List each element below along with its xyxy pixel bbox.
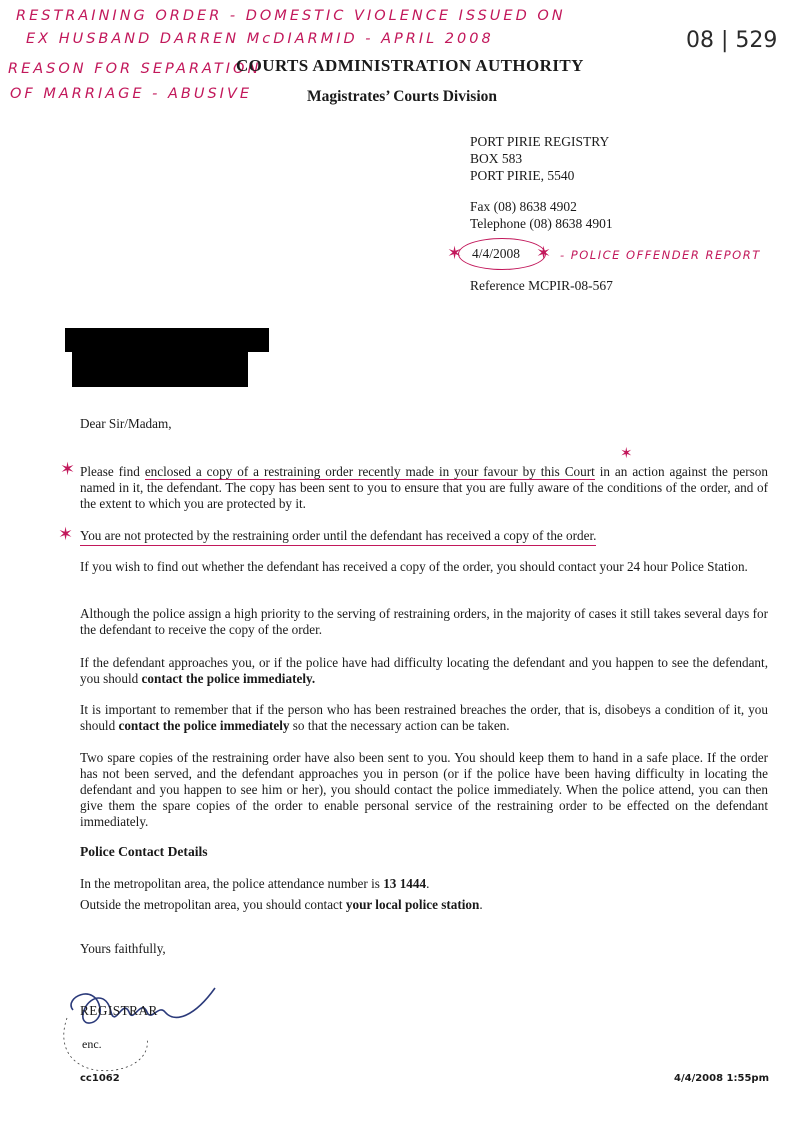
handwritten-note-line3: REASON FOR SEPARATION — [8, 61, 262, 77]
paragraph-police-priority: Although the police assign a high priority to the serving of restraining orders, in the majority of cases it still takes several days for the defendant to receive the copy of the order. — [80, 606, 768, 637]
underlined-text: enclosed a copy of a restraining order recently made in your favour by this Court — [144, 464, 595, 479]
paragraph-text: Please find — [80, 464, 145, 479]
paragraph-text: If the defendant approaches you, or if the police have had difficulty locating the defendant and you happen to see the defendant, you should — [80, 655, 768, 686]
handwritten-police-note: - POLICE OFFENDER REPORT — [560, 248, 761, 262]
paragraph-not-protected — [80, 528, 596, 544]
metro-contact-line — [80, 876, 429, 892]
registry-city: PORT PIRIE, 5540 — [470, 168, 575, 183]
paragraph-breaches — [80, 702, 768, 734]
signatory-title: REGISTRAR — [80, 1003, 158, 1018]
asterisk-mark: ✶ — [447, 243, 463, 264]
salutation: Dear Sir/Madam, — [80, 416, 172, 431]
paragraph-text: In the metropolitan area, the police attendance number is — [80, 876, 384, 891]
handwritten-note-line2: EX HUSBAND DARREN McDIARMID - APRIL 2008 — [26, 31, 494, 47]
paragraph-text: in an action against the person named in it, the defendant. The copy has been sent to you to ensure that you are fully aware of the conditions of the order, and of the extent to which you are protected by it. — [80, 464, 768, 511]
reference-number: Reference MCPIR-08-567 — [470, 278, 613, 293]
asterisk-mark: ✶ — [620, 444, 633, 462]
print-timestamp: 4/4/2008 1:55pm — [674, 1073, 769, 1084]
police-contact-heading: Police Contact Details — [80, 844, 208, 859]
paragraph-text: . — [479, 897, 483, 912]
paragraph-enclosed-copy — [80, 464, 768, 512]
emphasis-text: contact the police immediately — [118, 718, 290, 733]
letter-date: 4/4/2008 — [472, 246, 521, 261]
paragraph-spare-copies: Two spare copies of the restraining order have also been sent to you. You should keep them to hand in a safe place. If the order has not been served, and the defendant approaches you in person (or if the police have been having difficulty in locating the defendant and you happen to see him or her), you should contact the police immediately. When the police attend, you can then give them the spare copies of the order to enable personal service of the restraining order to be effected on the defendant immediately. — [80, 750, 768, 829]
paragraph-text: It is important to remember that if the person who has been restrained breaches the order, that is, disobeys a condition of it, you should — [80, 702, 768, 733]
redaction-bar — [72, 350, 248, 387]
outside-metro-contact-line — [80, 897, 483, 913]
registry-name: PORT PIRIE REGISTRY — [470, 134, 610, 149]
redaction-bar — [65, 328, 269, 352]
asterisk-mark: ✶ — [60, 459, 76, 480]
enclosure-note: enc. — [82, 1037, 102, 1051]
paragraph-text: so that the necessary action can be taken. — [289, 718, 510, 733]
paragraph-defendant-approaches — [80, 655, 768, 687]
paragraph-text: Outside the metropolitan area, you should contact — [80, 897, 346, 912]
registry-telephone: Telephone (08) 8638 4901 — [470, 216, 613, 231]
asterisk-mark: ✶ — [58, 524, 74, 545]
handwritten-file-number: 08 | 529 — [686, 28, 778, 53]
underlined-text: You are not protected by the restraining order until the defendant has received a copy of the order. — [80, 528, 596, 546]
signature — [55, 968, 225, 1078]
paragraph-find-out: If you wish to find out whether the defendant has received a copy of the order, you should contact your 24 hour Police Station. — [80, 559, 748, 574]
emphasis-text: 13 1444 — [383, 876, 427, 891]
emphasis-text: contact the police immediately. — [141, 671, 316, 686]
closing-text: Yours faithfully, — [80, 941, 166, 956]
emphasis-text: your local police station — [345, 897, 480, 912]
authority-title: COURTS ADMINISTRATION AUTHORITY — [236, 56, 584, 75]
registry-box: BOX 583 — [470, 151, 523, 166]
asterisk-mark: ✶ — [536, 243, 552, 264]
handwritten-note-line4: OF MARRIAGE - ABUSIVE — [10, 86, 253, 102]
form-code: cc1062 — [80, 1073, 120, 1084]
handwritten-note-line1: RESTRAINING ORDER - DOMESTIC VIOLENCE ISSUED ON — [16, 8, 566, 24]
registry-fax: Fax (08) 8638 4902 — [470, 199, 577, 214]
paragraph-text: . — [426, 876, 430, 891]
division-title: Magistrates’ Courts Division — [307, 88, 497, 105]
